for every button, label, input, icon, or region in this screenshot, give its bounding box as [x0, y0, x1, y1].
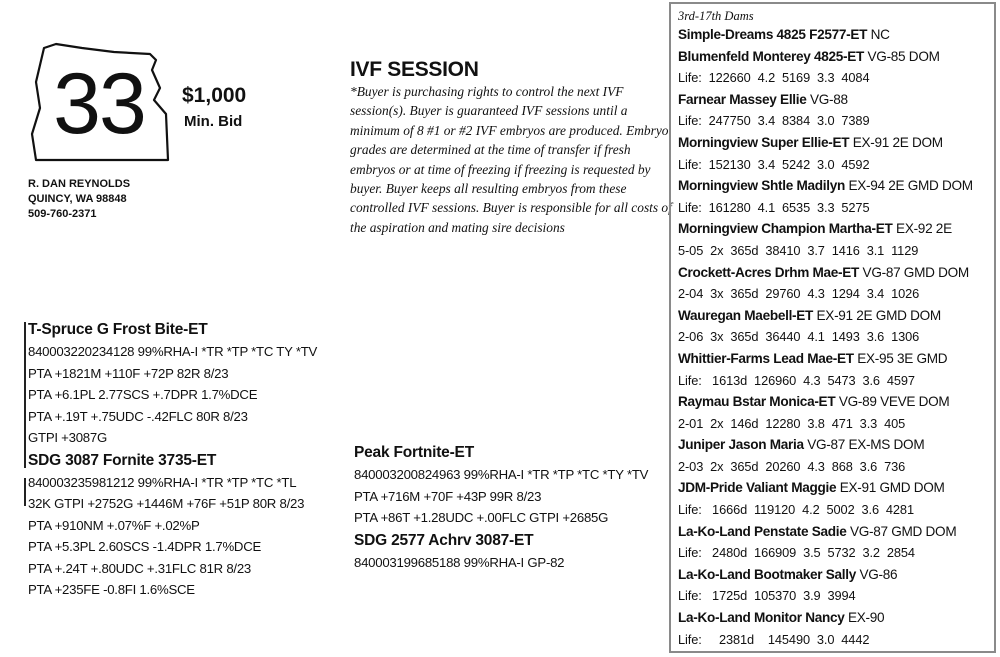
dam-entry: [678, 305, 994, 348]
dam-name-line: [678, 305, 994, 327]
animal-detail-line: 840003200824963 99%RHA-I *TR *TP *TC *TY *TV: [354, 467, 649, 482]
animal-name: Peak Fortnite-ET: [354, 444, 474, 461]
dam-production-record: Life: 152130 3.4 5242 3.0 4592: [678, 156, 870, 172]
dam-entry: [678, 607, 994, 650]
dam-name: La-Ko-Land Monitor Nancy: [678, 610, 845, 626]
dam-entry: [678, 46, 994, 89]
dam-entry: [678, 89, 994, 132]
animal-detail-line: 840003235981212 99%RHA-I *TR *TP *TC *TL: [28, 474, 297, 490]
consignor-city: QUINCY, WA 98848: [28, 193, 127, 205]
dams-list: [678, 24, 994, 650]
animal-detail-line: PTA +.19T +.75UDC -.42FLC 80R 8/23: [28, 408, 248, 424]
dams-heading: 3rd-17th Dams: [678, 9, 754, 23]
ivf-session-terms: *Buyer is purchasing rights to control the next IVF session(s). Buyer is guaranteed IVF sessions until a minimum of 8 #1 or #2 IVF embryos are produced. Embryo grades are determined at the time of transfer if fresh embryos or at time of freezing if freezing is requested by buyer. Buyer keeps all resulting embryos from these controlled IVF sessions. Buyer is responsible for all costs of the aspiration and mating sire decisions: [350, 84, 672, 235]
dam-production-record: Life: 122660 4.2 5169 3.3 4084: [678, 70, 870, 86]
animal-name: SDG 3087 Fornite 3735-ET: [28, 451, 217, 469]
dam-entry: [678, 24, 994, 46]
dam-classification: EX-90: [847, 610, 885, 626]
dam-classification: NC: [870, 27, 890, 42]
dam-production-record: 2-03 2x 365d 20260 4.3 868 3.6 736: [678, 458, 906, 474]
animal-detail-line: PTA +6.1PL 2.77SCS +.7DPR 1.7%DCE: [28, 387, 258, 402]
dam-production-record: 2-01 2x 146d 12280 3.8 471 3.3 405: [678, 415, 906, 431]
dam-entry: [678, 132, 994, 175]
dam-production-record: 2-04 3x 365d 29760 4.3 1294 3.4 1026: [678, 286, 920, 302]
dam-production-record: Life: 1725d 105370 3.9 3994: [678, 588, 856, 604]
pedigree-grandsire-side: [354, 441, 648, 573]
dam-entry: [678, 348, 994, 391]
dam-classification: EX-91 2E DOM: [852, 134, 943, 150]
animal-detail-line: PTA +86T +1.28UDC +.00FLC GTPI +2685G: [354, 510, 609, 525]
dam-entry: [678, 218, 994, 261]
dam-name: Simple-Dreams 4825 F2577-ET: [678, 27, 868, 42]
dam-production-record: Life: 161280 4.1 6535 3.3 5275: [678, 199, 870, 215]
pedigree-connector-line: [24, 322, 26, 468]
dam-entry: [678, 564, 994, 607]
pedigree-connector-line: [24, 478, 26, 506]
dam-production-record: Life: 1666d 119120 4.2 5002 3.6 4281: [678, 502, 914, 518]
dam-name-line: [678, 262, 994, 284]
dam-name-line: [678, 477, 994, 499]
animal-name: T-Spruce G Frost Bite-ET: [28, 321, 208, 338]
dam-classification: VG-85 DOM: [867, 48, 940, 64]
dam-classification: VG-88: [810, 91, 848, 107]
min-bid-label: Min. Bid: [184, 113, 243, 130]
dam-name-line: [678, 132, 994, 154]
lot-number: 33: [53, 56, 145, 152]
animal-detail-line: GTPI +3087G: [28, 430, 107, 445]
dam-entry: [678, 391, 994, 434]
min-bid-price: $1,000: [182, 84, 247, 107]
dam-production-record: Life: 247750 3.4 8384 3.0 7389: [678, 113, 870, 129]
dam-name-line: [678, 348, 994, 370]
dam-name: La-Ko-Land Penstate Sadie: [678, 523, 847, 539]
ivf-session-title: IVF SESSION: [350, 58, 479, 81]
dam-name-line: [678, 89, 994, 111]
dam-name-line: [678, 218, 994, 240]
dam-classification: VG-86: [859, 566, 898, 582]
animal-name: SDG 2577 Achrv 3087-ET: [354, 531, 534, 549]
animal-detail-line: PTA +716M +70F +43P 99R 8/23: [354, 488, 542, 504]
dam-name-line: [678, 46, 994, 68]
dam-classification: VG-87 EX-MS DOM: [807, 437, 925, 453]
dam-entry: [678, 175, 994, 218]
animal-detail-line: 32K GTPI +2752G +1446M +76F +51P 80R 8/23: [28, 496, 305, 511]
dam-name: Morningview Super Ellie-ET: [678, 134, 850, 150]
animal-detail-line: PTA +235FE -0.8FI 1.6%SCE: [28, 582, 195, 597]
dam-name: Morningview Champion Martha-ET: [678, 221, 893, 237]
dam-entry: [678, 477, 994, 520]
animal-detail-line: PTA +.24T +.80UDC +.31FLC 81R 8/23: [28, 560, 252, 576]
dam-production-record: Life: 2480d 166909 3.5 5732 3.2 2854: [678, 545, 915, 561]
animal-detail-line: 840003220234128 99%RHA-I *TR *TP *TC TY *TV: [28, 344, 318, 359]
dam-name-line: [678, 391, 994, 413]
dam-name-line: [678, 175, 994, 197]
dam-production-record: Life: 2381d 145490 3.0 4442: [678, 631, 870, 647]
dam-classification: EX-92 2E: [896, 221, 952, 237]
dam-entry: [678, 262, 994, 305]
dam-name: Farnear Massey Ellie: [678, 91, 807, 107]
dam-name: Morningview Shtle Madilyn: [678, 178, 845, 194]
dam-classification: EX-94 2E GMD DOM: [848, 178, 973, 194]
dam-classification: VG-89 VEVE DOM: [838, 394, 950, 410]
dam-name: JDM-Pride Valiant Maggie: [678, 480, 837, 496]
dam-production-record: 5-05 2x 365d 38410 3.7 1416 3.1 1129: [678, 242, 919, 258]
dam-name-line: [678, 564, 994, 586]
animal-detail-line: PTA +1821M +110F +72P 82R 8/23: [28, 365, 229, 381]
dam-name-line: [678, 434, 994, 456]
dam-classification: VG-87 GMD DOM: [862, 264, 969, 280]
dam-entry: [678, 434, 994, 477]
dam-name-line: [678, 521, 994, 543]
dam-production-record: Life: 1613d 126960 4.3 5473 3.6 4597: [678, 372, 915, 388]
dam-name-line: [678, 24, 994, 46]
dam-classification: EX-95 3E GMD: [857, 350, 948, 366]
animal-detail-line: PTA +5.3PL 2.60SCS -1.4DPR 1.7%DCE: [28, 539, 262, 554]
dam-classification: EX-91 2E GMD DOM: [816, 307, 941, 323]
dams-box: [669, 2, 996, 653]
dam-entry: [678, 521, 994, 564]
consignor-info: [28, 177, 130, 222]
dam-production-record: 2-06 3x 365d 36440 4.1 1493 3.6 1306: [678, 329, 920, 345]
animal-detail-line: 840003199685188 99%RHA-I GP-82: [354, 554, 565, 570]
dam-classification: VG-87 GMD DOM: [849, 523, 957, 539]
dam-name: Juniper Jason Maria: [678, 437, 804, 453]
dam-name: La-Ko-Land Bootmaker Sally: [678, 566, 857, 582]
dam-name: Crockett-Acres Drhm Mae-ET: [678, 264, 860, 280]
dam-name-line: [678, 607, 994, 629]
dam-name: Wauregan Maebell-ET: [678, 307, 814, 323]
dam-name: Raymau Bstar Monica-ET: [678, 394, 836, 410]
consignor-phone: 509-760-2371: [28, 208, 97, 220]
dam-classification: EX-91 GMD DOM: [839, 480, 945, 496]
dam-name: Blumenfeld Monterey 4825-ET: [678, 48, 865, 64]
dam-name: Whittier-Farms Lead Mae-ET: [678, 350, 854, 366]
consignor-name: R. DAN REYNOLDS: [28, 178, 131, 190]
animal-detail-line: PTA +910NM +.07%F +.02%P: [28, 517, 200, 533]
pedigree-sire-side: [28, 318, 317, 601]
